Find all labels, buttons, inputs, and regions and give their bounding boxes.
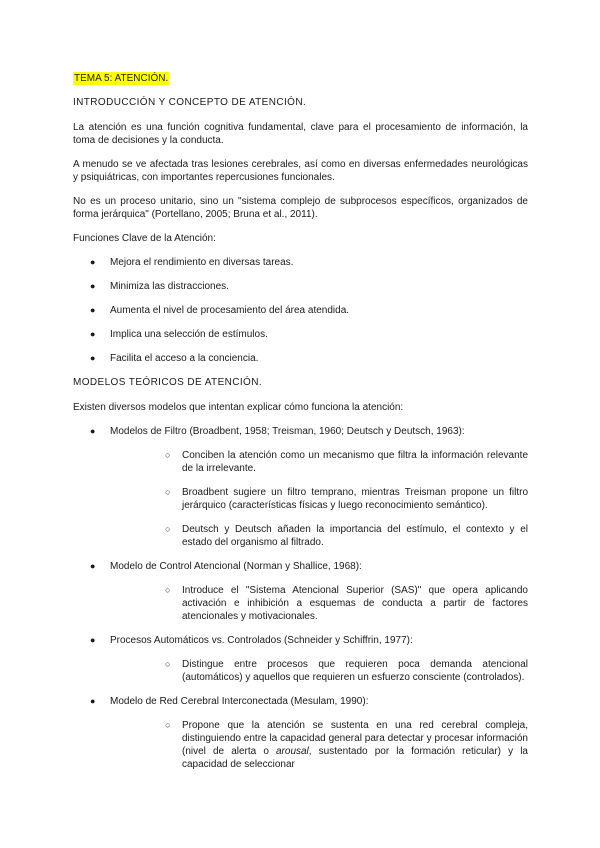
functions-heading: Funciones Clave de la Atención:: [73, 233, 216, 244]
models-intro: Existen diversos modelos que intentan explicar cómo funciona la atención:: [73, 402, 404, 413]
model-item: [73, 695, 528, 771]
sub-bullet-icon: ○: [165, 585, 171, 595]
bullet-icon: ●: [90, 696, 96, 706]
section-heading-models: MODELOS TEÓRICOS DE ATENCIÓN.: [73, 377, 263, 388]
model-sublist: [110, 719, 528, 771]
paragraph: La atención es una función cognitiva fundamental, clave para el procesamiento de información, la toma de decisiones y la conducta.: [73, 122, 528, 146]
sub-list-item: ○ Broadbent sugiere un filtro temprano, mientras Treisman propone un filtro jerárquico (características físicas y luego reconocimiento semántico).: [165, 487, 528, 511]
list-item: ● Implica una selección de estímulos.: [90, 329, 268, 340]
models-list: [73, 425, 528, 771]
model-label: Procesos Automáticos vs. Controlados (Schneider y Schiffrin, 1977):: [110, 635, 413, 646]
sub-bullet-icon: ○: [165, 524, 171, 534]
paragraph: No es un proceso unitario, sino un "sistema complejo de subprocesos específicos, organizados de forma jerárquica" (Portellano, 2005; Bruna et al., 2011).: [73, 196, 528, 220]
document-title: TEMA 5: ATENCIÓN.: [74, 73, 169, 84]
model-item: [73, 425, 528, 549]
sub-bullet-icon: ○: [165, 659, 171, 669]
list-item: ● Facilita el acceso a la conciencia.: [90, 353, 259, 364]
list-item: ● Aumenta el nivel de procesamiento del área atendida.: [90, 305, 350, 316]
paragraph: A menudo se ve afectada tras lesiones cerebrales, así como en diversas enfermedades neurológicas y psiquiátricas, con importantes repercusiones funcionales.: [73, 159, 528, 183]
sub-list-item: ○ Distingue entre procesos que requieren poca demanda atencional (automáticos) y aquellos que requieren un esfuerzo consciente (controlados).: [165, 659, 528, 683]
section-heading-intro: INTRODUCCIÓN Y CONCEPTO DE ATENCIÓN.: [73, 97, 307, 108]
sub-list-item: ○ Deutsch y Deutsch añaden la importancia del estímulo, el contexto y el estado del organismo al filtrado.: [165, 524, 528, 548]
bullet-icon: ●: [90, 353, 96, 363]
bullet-icon: ●: [90, 426, 96, 436]
bullet-icon: ●: [90, 305, 96, 315]
sub-list-item: ○ Introduce el "Sistema Atencional Superior (SAS)" que opera aplicando activación e inhibición a esquemas de conducta a partir de factores atencionales y motivacionales.: [165, 585, 528, 622]
bullet-icon: ●: [90, 561, 96, 571]
bullet-icon: ●: [90, 329, 96, 339]
italic-term: arousal: [275, 746, 309, 757]
list-item: ● Mejora el rendimiento en diversas tareas.: [90, 257, 294, 268]
model-label: Modelo de Control Atencional (Norman y Shallice, 1968):: [110, 561, 362, 572]
model-sublist: [110, 449, 528, 549]
sub-bullet-icon: ○: [165, 487, 171, 497]
bullet-icon: ●: [90, 257, 96, 267]
sub-list-item: ○ Conciben la atención como un mecanismo que filtra la información relevante de la irrelevante.: [165, 450, 528, 474]
sub-bullet-icon: ○: [165, 720, 171, 730]
bullet-icon: ●: [90, 281, 96, 291]
functions-list: [73, 256, 528, 365]
bullet-icon: ●: [90, 635, 96, 645]
model-sublist: [110, 658, 528, 684]
model-label: Modelo de Red Cerebral Interconectada (Mesulam, 1990):: [110, 696, 369, 707]
document-content: [73, 72, 528, 771]
model-sublist: [110, 584, 528, 623]
sub-list-item: ○ Propone que la atención se sustenta en una red cerebral compleja, distinguiendo entre la capacidad general para detectar y procesar información (nivel de alerta o arousal, sustentado por la formación reticular) y la capacidad de seleccionar: [165, 720, 528, 770]
model-label: Modelos de Filtro (Broadbent, 1958; Treisman, 1960; Deutsch y Deutsch, 1963):: [110, 426, 465, 437]
model-item: [73, 634, 528, 684]
list-item: ● Minimiza las distracciones.: [90, 281, 229, 292]
sub-bullet-icon: ○: [165, 450, 171, 460]
model-item: [73, 560, 528, 623]
